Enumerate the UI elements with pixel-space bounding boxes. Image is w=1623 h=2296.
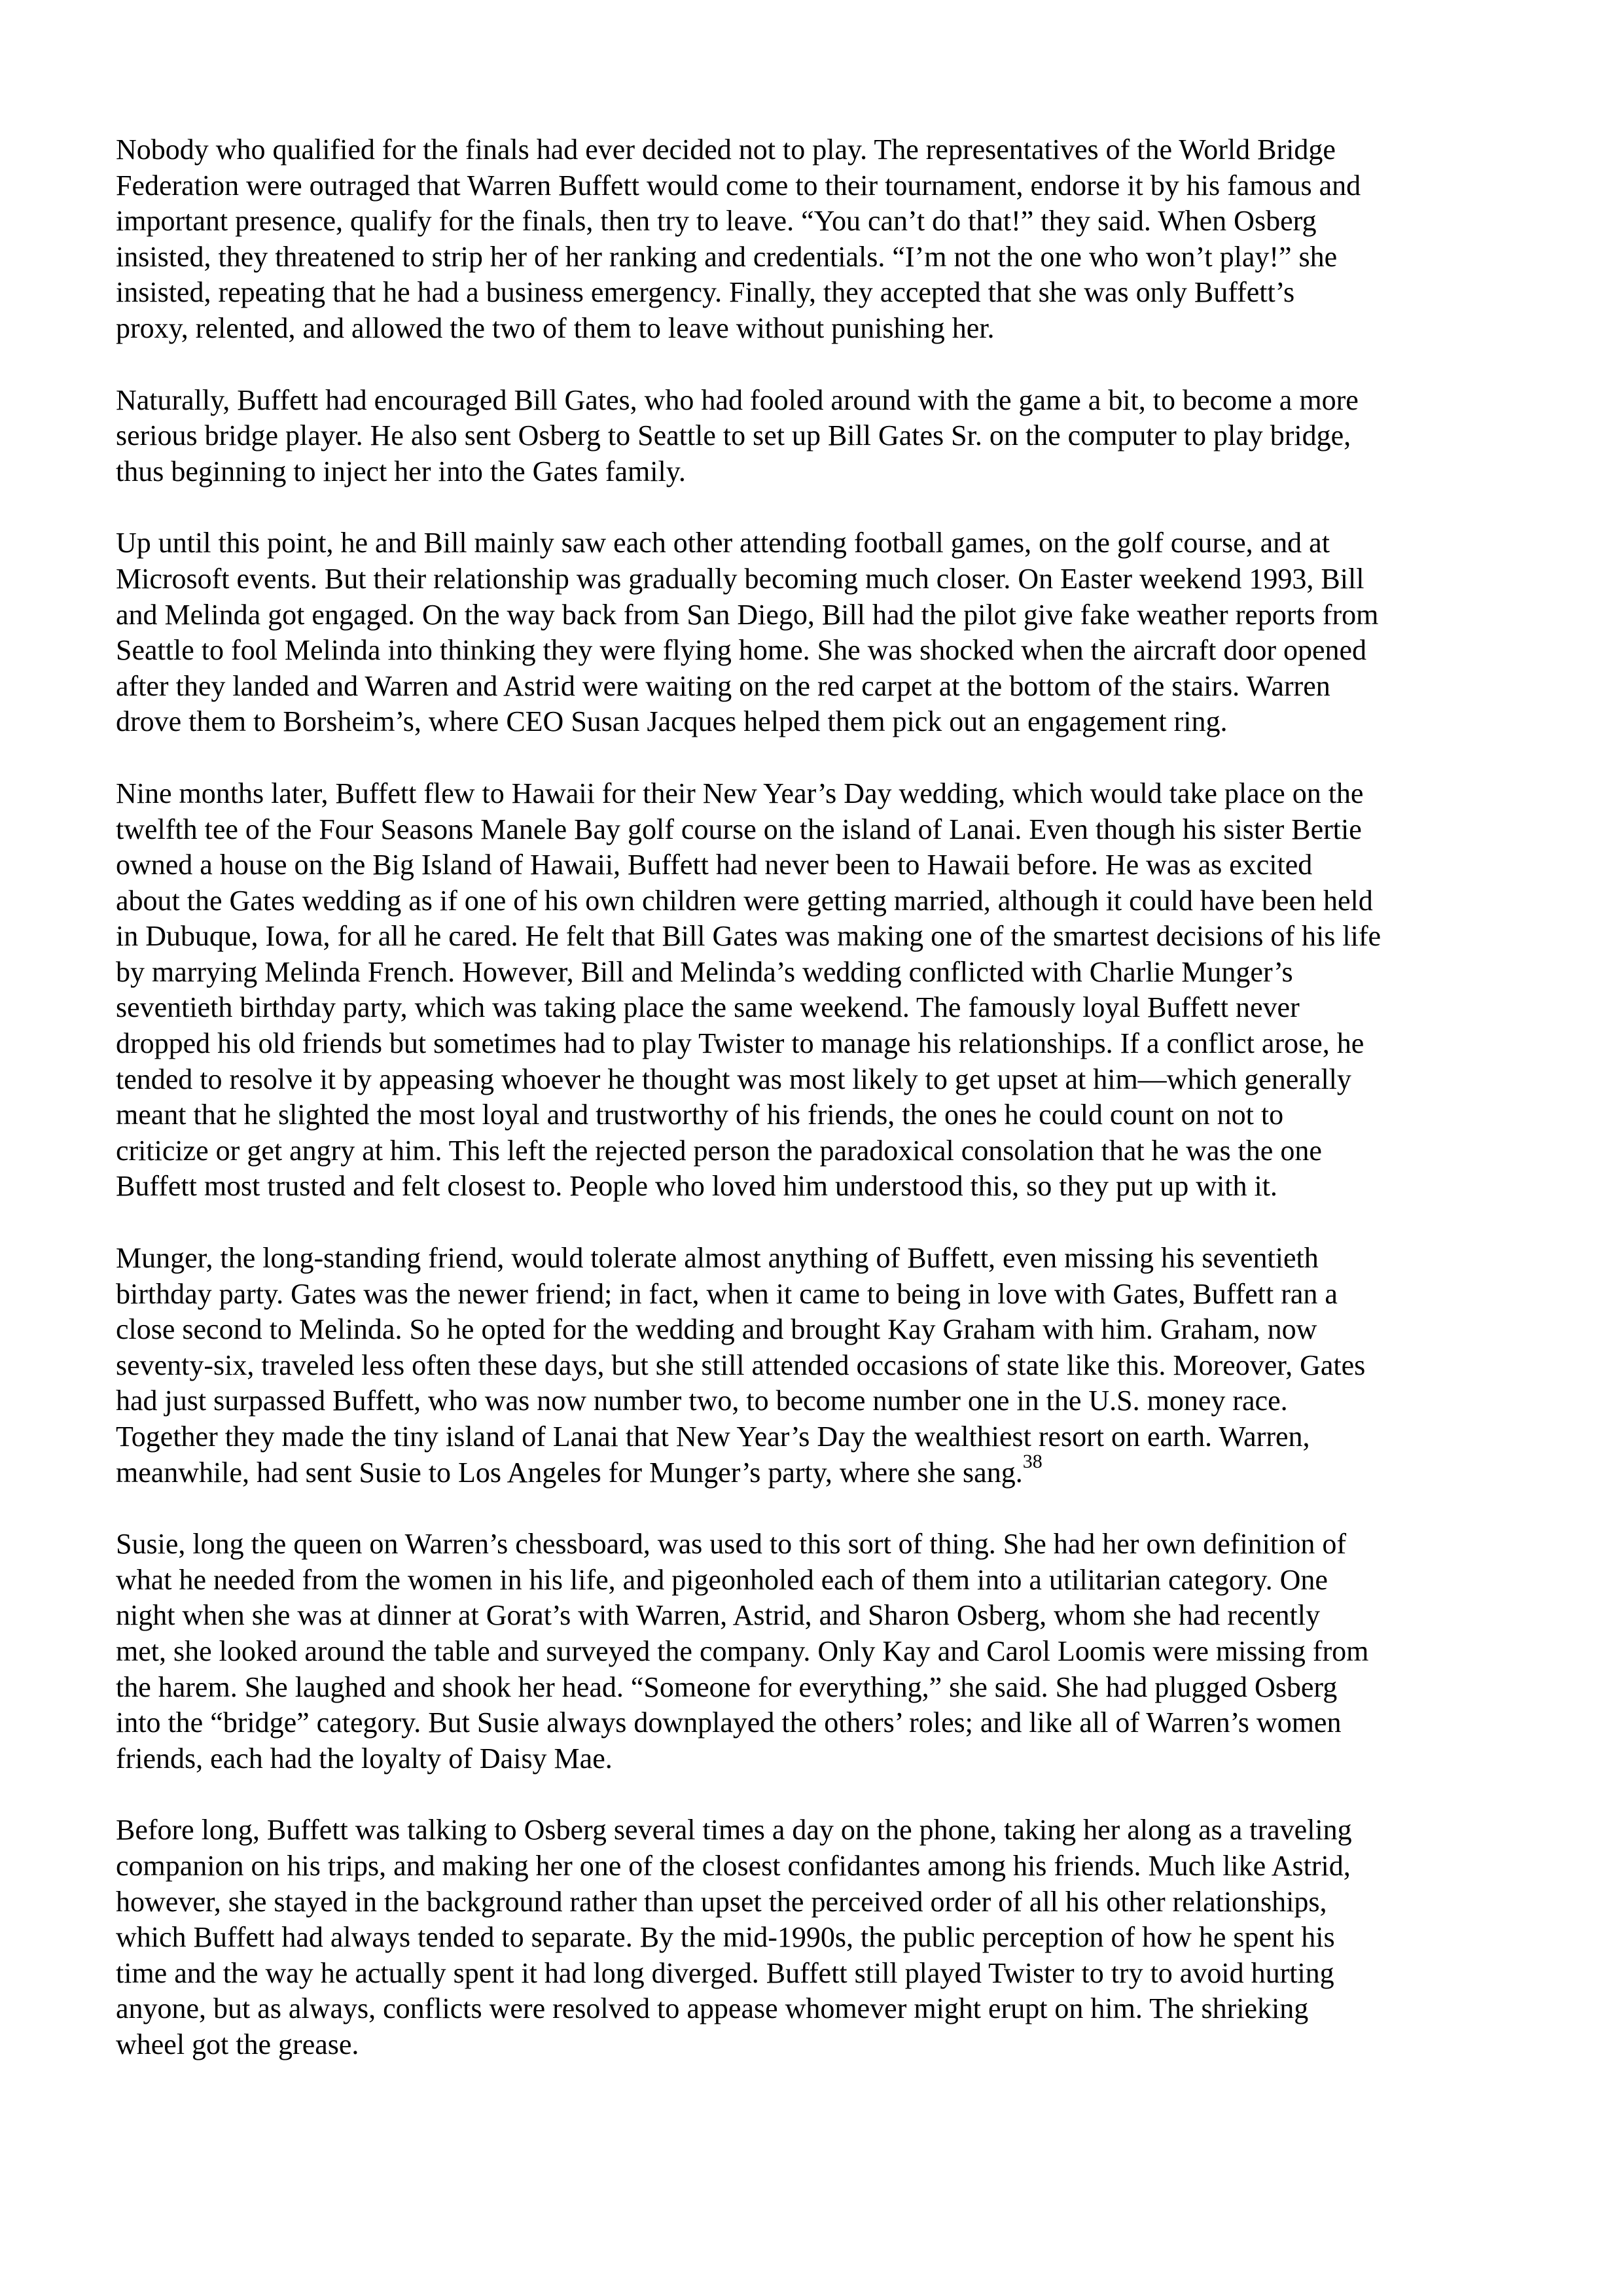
text-line bbox=[116, 990, 1523, 1026]
text-line bbox=[116, 1097, 1523, 1133]
text-line bbox=[116, 239, 1523, 275]
line-text: about the Gates wedding as if one of his own children were getting married, although it could have been held bbox=[116, 884, 1373, 917]
text-line bbox=[116, 168, 1523, 204]
text-line bbox=[116, 1670, 1523, 1706]
line-text: Susie, long the queen on Warren’s chessboard, was used to this sort of thing. She had her own definition of bbox=[116, 1528, 1346, 1561]
text-line bbox=[116, 1634, 1523, 1670]
line-text: Naturally, Buffett had encouraged Bill Gates, who had fooled around with the game a bit, to become a more bbox=[116, 383, 1359, 416]
line-text: companion on his trips, and making her one of the closest confidantes among his friends. Much like Astrid, bbox=[116, 1849, 1351, 1882]
text-line bbox=[116, 1563, 1523, 1598]
text-line bbox=[116, 597, 1523, 633]
line-text: Nine months later, Buffett flew to Hawaii for their New Year’s Day wedding, which would take place on the bbox=[116, 777, 1364, 809]
line-text: after they landed and Warren and Astrid were waiting on the red carpet at the bottom of the stairs. Warren bbox=[116, 669, 1330, 702]
line-text: Munger, the long-standing friend, would tolerate almost anything of Buffett, even missing his seventieth bbox=[116, 1242, 1319, 1275]
text-line bbox=[116, 454, 1523, 490]
text-line bbox=[116, 1884, 1523, 1920]
line-text: criticize or get angry at him. This left the rejected person the paradoxical consolation that he was the one bbox=[116, 1134, 1322, 1167]
text-line bbox=[116, 1277, 1523, 1313]
line-text: night when she was at dinner at Gorat’s with Warren, Astrid, and Sharon Osberg, whom she had recently bbox=[116, 1599, 1320, 1632]
text-line bbox=[116, 1026, 1523, 1062]
line-text: in Dubuque, Iowa, for all he cared. He felt that Bill Gates was making one of the smartest decisions of his life bbox=[116, 920, 1382, 953]
line-text: and Melinda got engaged. On the way back from San Diego, Bill had the pilot give fake weather reports from bbox=[116, 598, 1379, 631]
line-text: had just surpassed Buffett, who was now number two, to become number one in the U.S. money race. bbox=[116, 1385, 1288, 1417]
line-text: Seattle to fool Melinda into thinking they were flying home. She was shocked when the aircraft door opened bbox=[116, 634, 1367, 667]
text-line bbox=[116, 812, 1523, 848]
text-line bbox=[116, 919, 1523, 955]
text-line bbox=[116, 1848, 1523, 1884]
text-line bbox=[116, 132, 1523, 168]
line-text: insisted, they threatened to strip her of her ranking and credentials. “I’m not the one who won’t play!” she bbox=[116, 240, 1338, 273]
paragraph bbox=[116, 776, 1523, 1205]
line-text: seventy-six, traveled less often these days, but she still attended occasions of state like this. Moreover, Gates bbox=[116, 1349, 1366, 1381]
text-line bbox=[116, 1991, 1523, 2027]
line-text: Up until this point, he and Bill mainly saw each other attending football games, on the golf course, and at bbox=[116, 527, 1330, 559]
text-line bbox=[116, 1241, 1523, 1277]
text-line bbox=[116, 776, 1523, 812]
line-text: what he needed from the women in his life, and pigeonholed each of them into a utilitarian category. One bbox=[116, 1563, 1328, 1596]
line-text: Federation were outraged that Warren Buffett would come to their tournament, endorse it by his famous and bbox=[116, 169, 1361, 202]
line-text: Before long, Buffett was talking to Osberg several times a day on the phone, taking her along as a traveling bbox=[116, 1814, 1352, 1846]
line-text: seventieth birthday party, which was taking place the same weekend. The famously loyal Buffett never bbox=[116, 991, 1300, 1024]
line-text: dropped his old friends but sometimes had to play Twister to manage his relationships. If a conflict arose, he bbox=[116, 1027, 1364, 1060]
text-line bbox=[116, 1812, 1523, 1848]
text-line bbox=[116, 704, 1523, 740]
text-line bbox=[116, 669, 1523, 705]
line-text: tended to resolve it by appeasing whoever he thought was most likely to get upset at him—which generally bbox=[116, 1063, 1351, 1095]
line-text: owned a house on the Big Island of Hawaii, Buffett had never been to Hawaii before. He was as excited bbox=[116, 849, 1313, 881]
body-text bbox=[116, 132, 1523, 2063]
text-line bbox=[116, 883, 1523, 919]
line-text: proxy, relented, and allowed the two of them to leave without punishing her. bbox=[116, 311, 995, 344]
text-line bbox=[116, 1383, 1523, 1419]
line-text: wheel got the grease. bbox=[116, 2028, 359, 2060]
text-line bbox=[116, 203, 1523, 239]
text-line bbox=[116, 1956, 1523, 1992]
text-line bbox=[116, 525, 1523, 561]
line-text: twelfth tee of the Four Seasons Manele Bay golf course on the island of Lanai. Even though his sister Bertie bbox=[116, 813, 1362, 845]
line-text: Microsoft events. But their relationship was gradually becoming much closer. On Easter weekend 1993, Bill bbox=[116, 562, 1364, 595]
line-text: thus beginning to inject her into the Gates family. bbox=[116, 455, 686, 487]
line-text: insisted, repeating that he had a business emergency. Finally, they accepted that she was only Buffett’s bbox=[116, 276, 1295, 309]
text-line bbox=[116, 1062, 1523, 1098]
text-line bbox=[116, 1527, 1523, 1563]
paragraph bbox=[116, 1527, 1523, 1776]
line-text: time and the way he actually spent it had long diverged. Buffett still played Twister to try to avoid hurting bbox=[116, 1956, 1334, 1989]
line-text: serious bridge player. He also sent Osberg to Seattle to set up Bill Gates Sr. on the computer to play bridge, bbox=[116, 419, 1351, 452]
line-text: meanwhile, had sent Susie to Los Angeles for Munger’s party, where she sang. bbox=[116, 1456, 1023, 1489]
line-text: Buffett most trusted and felt closest to. People who loved him understood this, so they put up with it. bbox=[116, 1170, 1277, 1203]
line-text: meant that he slighted the most loyal and trustworthy of his friends, the ones he could count on not to bbox=[116, 1099, 1284, 1131]
line-text: met, she looked around the table and surveyed the company. Only Kay and Carol Loomis were missing from bbox=[116, 1634, 1369, 1667]
text-line bbox=[116, 1705, 1523, 1741]
text-line bbox=[116, 633, 1523, 669]
text-line bbox=[116, 1348, 1523, 1384]
text-line bbox=[116, 1312, 1523, 1348]
text-line bbox=[116, 955, 1523, 991]
line-text: birthday party. Gates was the newer friend; in fact, when it came to being in love with Gates, Buffett ran a bbox=[116, 1277, 1338, 1310]
text-line bbox=[116, 383, 1523, 419]
text-line bbox=[116, 1450, 1523, 1491]
text-line bbox=[116, 275, 1523, 311]
line-text: friends, each had the loyalty of Daisy Mae. bbox=[116, 1742, 613, 1775]
paragraph bbox=[116, 383, 1523, 490]
line-text: close second to Melinda. So he opted for the wedding and brought Kay Graham with him. Graham, now bbox=[116, 1313, 1317, 1346]
line-text: the harem. She laughed and shook her head. “Someone for everything,” she said. She had plugged Osberg bbox=[116, 1670, 1338, 1703]
text-line bbox=[116, 2027, 1523, 2063]
text-line bbox=[116, 418, 1523, 454]
text-line bbox=[116, 311, 1523, 347]
line-text: which Buffett had always tended to separate. By the mid-1990s, the public perception of how he spent his bbox=[116, 1921, 1335, 1954]
paragraph bbox=[116, 1812, 1523, 2062]
line-text: by marrying Melinda French. However, Bill and Melinda’s wedding conflicted with Charlie Munger’s bbox=[116, 955, 1293, 988]
text-line bbox=[116, 1133, 1523, 1169]
paragraph bbox=[116, 1241, 1523, 1491]
line-text: Nobody who qualified for the finals had ever decided not to play. The representatives of the World Bridge bbox=[116, 133, 1336, 166]
line-text: into the “bridge” category. But Susie always downplayed the others’ roles; and like all of Warren’s women bbox=[116, 1706, 1342, 1739]
text-line bbox=[116, 1920, 1523, 1956]
line-text: drove them to Borsheim’s, where CEO Susan Jacques helped them pick out an engagement ring. bbox=[116, 705, 1228, 738]
line-text: however, she stayed in the background rather than upset the perceived order of all his other relationships, bbox=[116, 1885, 1327, 1918]
text-line bbox=[116, 1598, 1523, 1634]
footnote-marker[interactable]: 38 bbox=[1022, 1450, 1043, 1472]
text-line bbox=[116, 1741, 1523, 1777]
text-line bbox=[116, 847, 1523, 883]
line-text: anyone, but as always, conflicts were resolved to appease whomever might erupt on him. The shrieking bbox=[116, 1992, 1309, 2025]
text-line bbox=[116, 1419, 1523, 1455]
paragraph bbox=[116, 132, 1523, 347]
line-text: Together they made the tiny island of Lanai that New Year’s Day the wealthiest resort on earth. Warren, bbox=[116, 1421, 1310, 1453]
text-line bbox=[116, 1169, 1523, 1205]
line-text: important presence, qualify for the finals, then try to leave. “You can’t do that!” they said. When Osberg bbox=[116, 205, 1317, 238]
text-line bbox=[116, 561, 1523, 597]
paragraph bbox=[116, 525, 1523, 740]
